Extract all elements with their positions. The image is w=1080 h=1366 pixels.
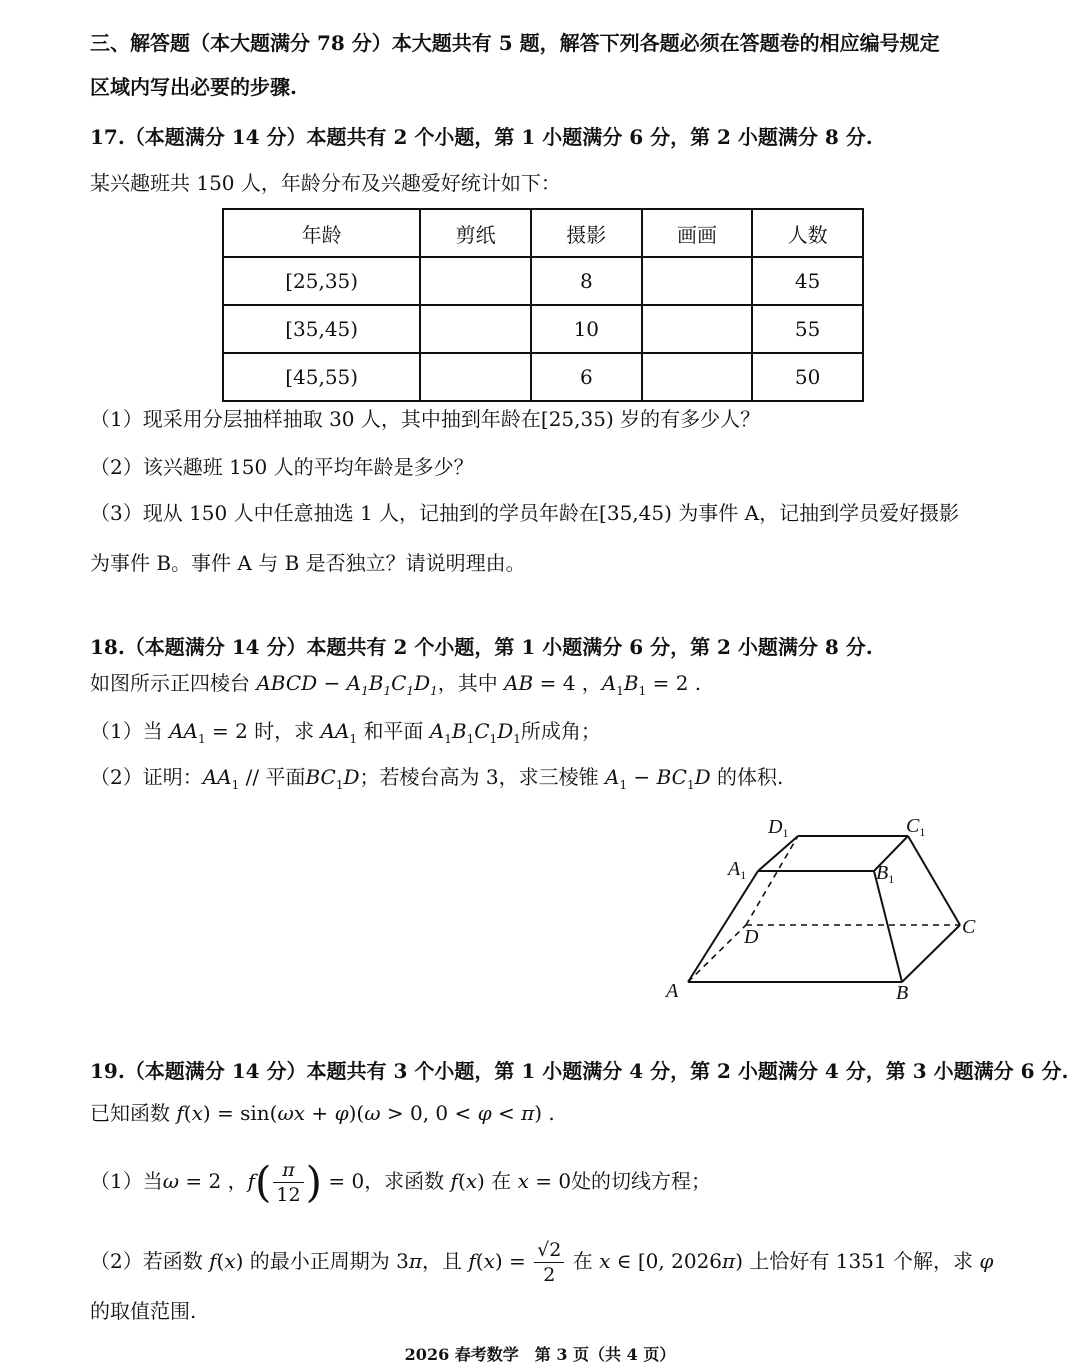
q19-header: 19.（本题满分 14 分）本题共有 3 个小题，第 1 小题满分 4 分，第 2 小题满分 4 分，第 3 小题满分 6 分. <box>90 1059 1069 1083</box>
q18-header: 18.（本题满分 14 分）本题共有 2 个小题，第 1 小题满分 6 分，第 2 小题满分 8 分. <box>90 635 873 659</box>
q19-p1-text-a: （1）当 <box>90 1169 163 1193</box>
table-cell <box>420 305 531 353</box>
q17-stats-table <box>222 208 864 402</box>
q18-p2-text-a: （2）证明： <box>90 765 203 789</box>
q17-part3-line1: （3）现从 150 人中任意抽选 1 人，记抽到的学员年龄在[35,45) 为事件 A，记抽到学员爱好摄影 <box>90 501 960 525</box>
q19-intro-text: 已知函数 <box>90 1101 170 1125</box>
table-cell <box>420 353 531 401</box>
math-plane: $A_1B_1C_1D_1$ <box>429 719 521 746</box>
edge-ad-hidden <box>688 925 746 982</box>
label-b: B <box>896 982 909 1004</box>
math-fx: f(x) <box>209 1249 244 1273</box>
table-header-cell: 年龄 <box>223 209 420 257</box>
math-aa1-parallel: $AA_1$ // <box>202 765 266 792</box>
q18-p1-text-c: 和平面 <box>363 719 424 743</box>
math-fx: f(x) <box>450 1169 485 1193</box>
math-x-eq-0: x = 0 <box>517 1169 572 1193</box>
label-d: D <box>744 926 759 948</box>
edge-condition: AB = 4 ，$A_1B_1 = 2$ . <box>504 671 702 698</box>
q19-p2-text-e: 上恰好有 1351 个解，求 <box>749 1249 973 1273</box>
q19-p1-text-d: 处的切线方程； <box>571 1169 712 1193</box>
table-row <box>223 257 863 305</box>
q18-p2-text-d: 的体积. <box>716 765 784 789</box>
q19-p2-text-b: 的最小正周期为 <box>249 1249 390 1273</box>
table-cell: [35,45) <box>223 305 420 353</box>
q18-intro-text-b: ，其中 <box>437 671 498 695</box>
edge-cc1 <box>908 836 960 925</box>
table-header-row <box>223 209 863 257</box>
table-row <box>223 353 863 401</box>
q18-part1 <box>90 716 601 754</box>
table-cell: 55 <box>752 305 863 353</box>
q18-p1-text-d: 所成角； <box>520 719 601 743</box>
table-cell <box>642 305 753 353</box>
frustum-name: ABCD − $A_1B_1C_1D_1$ <box>256 671 438 698</box>
table-header-cell: 摄影 <box>531 209 642 257</box>
q19-intro <box>90 1098 555 1128</box>
math-fx-eq-sqrt2-2: f(x) = $\frac{√2}{2}$ <box>468 1249 566 1273</box>
label-c: C <box>962 916 976 938</box>
math-function-def: f(x) = sin(ωx + φ)(ω > 0, 0 < φ < π) . <box>176 1101 555 1125</box>
q18-p1-text-a: （1）当 <box>90 719 163 743</box>
label-a: A <box>666 980 679 1002</box>
edge-bb1 <box>874 871 902 982</box>
table-cell: 45 <box>752 257 863 305</box>
edge-bc <box>902 925 960 982</box>
table-cell: [25,35) <box>223 257 420 305</box>
label-d1: $D_1$ <box>768 816 789 840</box>
q19-p1-text-b: ，求函数 <box>364 1169 445 1193</box>
math-f-pi12: f( $\frac{\pi}{12}$ ) = 0 <box>247 1157 365 1207</box>
q19-p2-text-a: （2）若函数 <box>90 1249 203 1273</box>
table-header-cell: 画画 <box>642 209 753 257</box>
table-cell: 6 <box>531 353 642 401</box>
section-heading-line2: 区域内写出必要的步骤. <box>90 75 297 99</box>
q19-part2-line2: 的取值范围. <box>90 1299 197 1323</box>
table-cell <box>420 257 531 305</box>
q17-part1: （1）现采用分层抽样抽取 30 人，其中抽到年龄在[25,35) 岁的有多少人？ <box>90 407 761 431</box>
table-row <box>223 305 863 353</box>
q19-p2-text-d: 在 <box>572 1249 593 1273</box>
q19-p2-text-c: ，且 <box>422 1249 463 1273</box>
section-heading-line1: 三、解答题（本大题满分 78 分）本大题共有 5 题，解答下列各题必须在答题卷的相应编号规定 <box>90 31 940 55</box>
math-pyramid: $A_1 - BC_1D$ <box>604 765 711 792</box>
edge-a1d1 <box>758 836 798 871</box>
label-c1: $C_1$ <box>906 815 926 839</box>
q19-part2-line1 <box>90 1238 993 1287</box>
table-header-cell: 人数 <box>752 209 863 257</box>
q17-intro: 某兴趣班共 150 人，年龄分布及兴趣爱好统计如下： <box>90 171 561 195</box>
math-3pi: 3π <box>396 1249 423 1273</box>
q19-p1-text-c: 在 <box>491 1169 512 1193</box>
table-cell: 8 <box>531 257 642 305</box>
label-a1: $A_1$ <box>728 858 747 882</box>
q18-p2-text-c: ；若棱台高为 3，求三棱锥 <box>359 765 599 789</box>
table-header-cell: 剪纸 <box>420 209 531 257</box>
edge-dd1-hidden <box>746 836 798 925</box>
q18-intro-text-a: 如图所示正四棱台 <box>90 671 250 695</box>
table-cell <box>642 257 753 305</box>
label-b1: $B_1$ <box>876 862 895 886</box>
q17-header: 17.（本题满分 14 分）本题共有 2 个小题，第 1 小题满分 6 分，第 2 小题满分 8 分. <box>90 125 873 149</box>
table-cell: 50 <box>752 353 863 401</box>
math-plane-bc1d: $BC_1D$ <box>305 765 360 792</box>
math-aa1-eq: $AA_1 = 2$ <box>169 719 248 746</box>
q17-part2: （2）该兴趣班 150 人的平均年龄是多少？ <box>90 455 474 479</box>
frustum-figure <box>650 805 990 1005</box>
math-interval: x ∈ [0, 2026π) <box>599 1249 743 1273</box>
math-omega-eq: ω = 2 ， <box>162 1169 248 1193</box>
math-aa1: $AA_1$ <box>320 719 358 746</box>
q18-p2-text-b: 平面 <box>265 765 306 789</box>
table-cell: [45,55) <box>223 353 420 401</box>
math-phi: φ <box>979 1249 994 1273</box>
page-footer: 2026 春考数学 第 3 页（共 4 页） <box>404 1345 676 1364</box>
table-cell <box>642 353 753 401</box>
q19-part1 <box>90 1158 711 1207</box>
table-cell: 10 <box>531 305 642 353</box>
q18-part2 <box>90 762 783 800</box>
q18-p1-text-b: 时，求 <box>254 719 315 743</box>
q18-intro <box>90 668 701 706</box>
q17-part3-line2: 为事件 B。事件 A 与 B 是否独立？请说明理由。 <box>90 551 526 575</box>
